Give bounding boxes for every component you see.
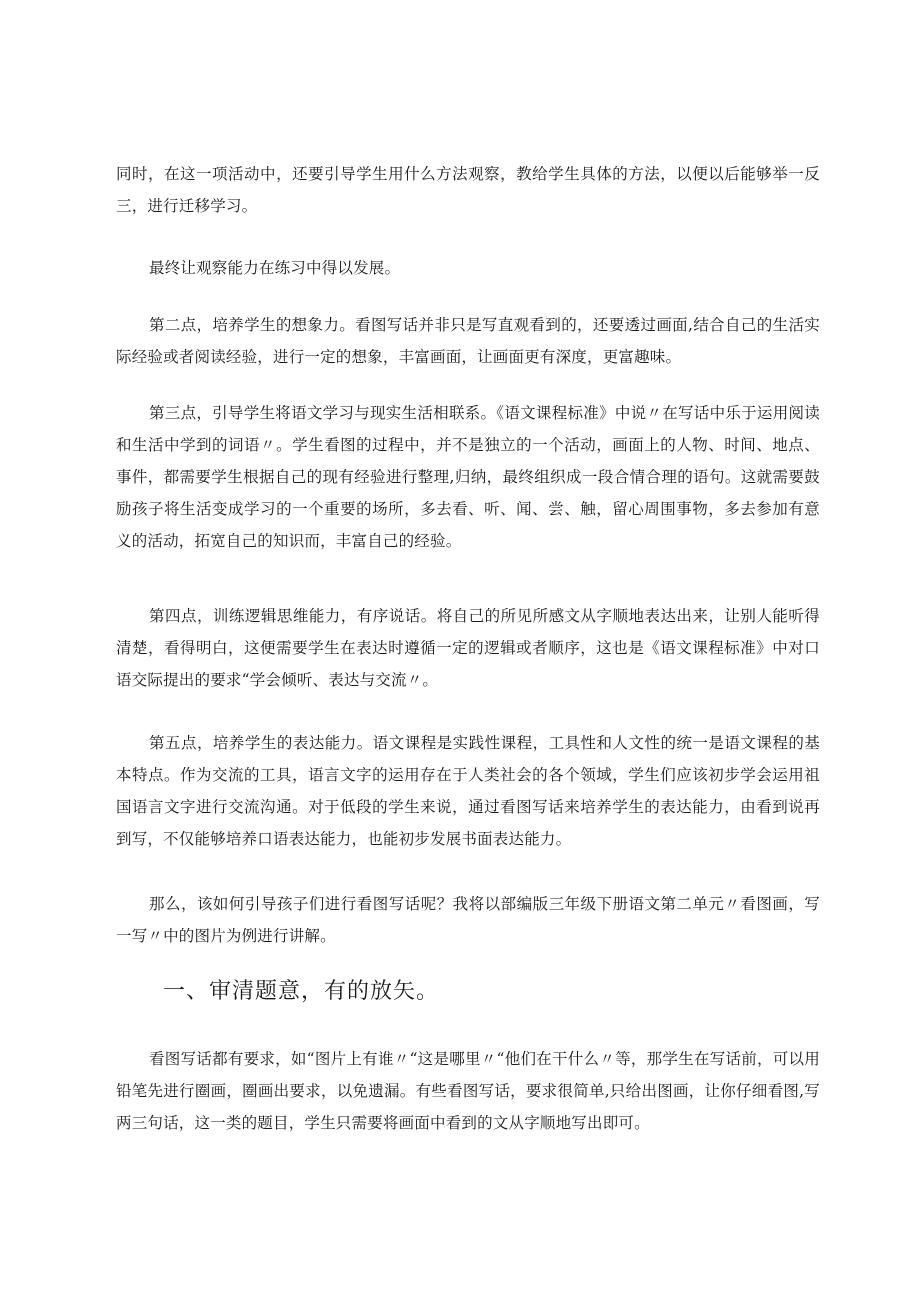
paragraph-observation-development: 最终让观察能力在练习中得以发展。 (149, 259, 401, 277)
paragraph-point-five: 第五点，培养学生的表达能力。语文课程是实践性课程，工具性和人文性的统一是语文课程的基本特点。作为交流的工具，语言文字的运用存在于人类社会的各个领域，学生们应该初步学会运用祖国语言文字进行交流沟通。对于低段的学生来说，通过看图写话来培养学生的表达能力，由看到说再到写，不仅能够培养口语表达能力，也能初步发展书面表达能力。 (116, 734, 820, 848)
paragraph-continuation: 同时，在这一项活动中，还要引导学生用什么方法观察，教给学生具体的方法，以便以后能够举一反三，进行迁移学习。 (116, 165, 820, 215)
section-heading: 一、审清题意，有的放矢。 (163, 979, 440, 1004)
paragraph-introduction: 那么，该如何引导孩子们进行看图写话呢？我将以部编版三年级下册语文第二单元〃看图画，写一写〃中的图片为例进行讲解。 (116, 895, 820, 945)
paragraph-point-two: 第二点，培养学生的想象力。看图写话并非只是写直观看到的，还要透过画面,结合自己的生活实际经验或者阅读经验，进行一定的想象，丰富画面，让画面更有深度，更富趣味。 (116, 316, 820, 366)
paragraph-section-one: 看图写话都有要求，如“图片上有谁〃“这是哪里〃“他们在干什么〃等，那学生在写话前，可以用铅笔先进行圈画，圈画出要求，以免遗漏。有些看图写话，要求很简单,只给出图画，让你仔细看图,写两三句话，这一类的题目，学生只需要将画面中看到的文从字顺地写出即可。 (116, 1050, 820, 1132)
paragraph-point-four: 第四点，训练逻辑思维能力，有序说话。将自己的所见所感文从字顺地表达出来，让别人能听得清楚，看得明白，这便需要学生在表达时遵循一定的逻辑或者顺序，这也是《语文课程标准》中对口语交际提出的要求“学会倾听、表达与交流〃。 (116, 607, 820, 689)
paragraph-point-three: 第三点，引导学生将语文学习与现实生活相联系。《语文课程标准》中说〃在写话中乐于运用阅读和生活中学到的词语〃。学生看图的过程中，并不是独立的一个活动，画面上的人物、时间、地点、事件，都需要学生根据自己的现有经验进行整理,归纳，最终组织成一段合情合理的语句。这就需要鼓励孩子将生活变成学习的一个重要的场所，多去看、听、闻、尝、触，留心周围事物，多去参加有意义的活动，拓宽自己的知识而，丰富自己的经验。 (116, 404, 820, 550)
